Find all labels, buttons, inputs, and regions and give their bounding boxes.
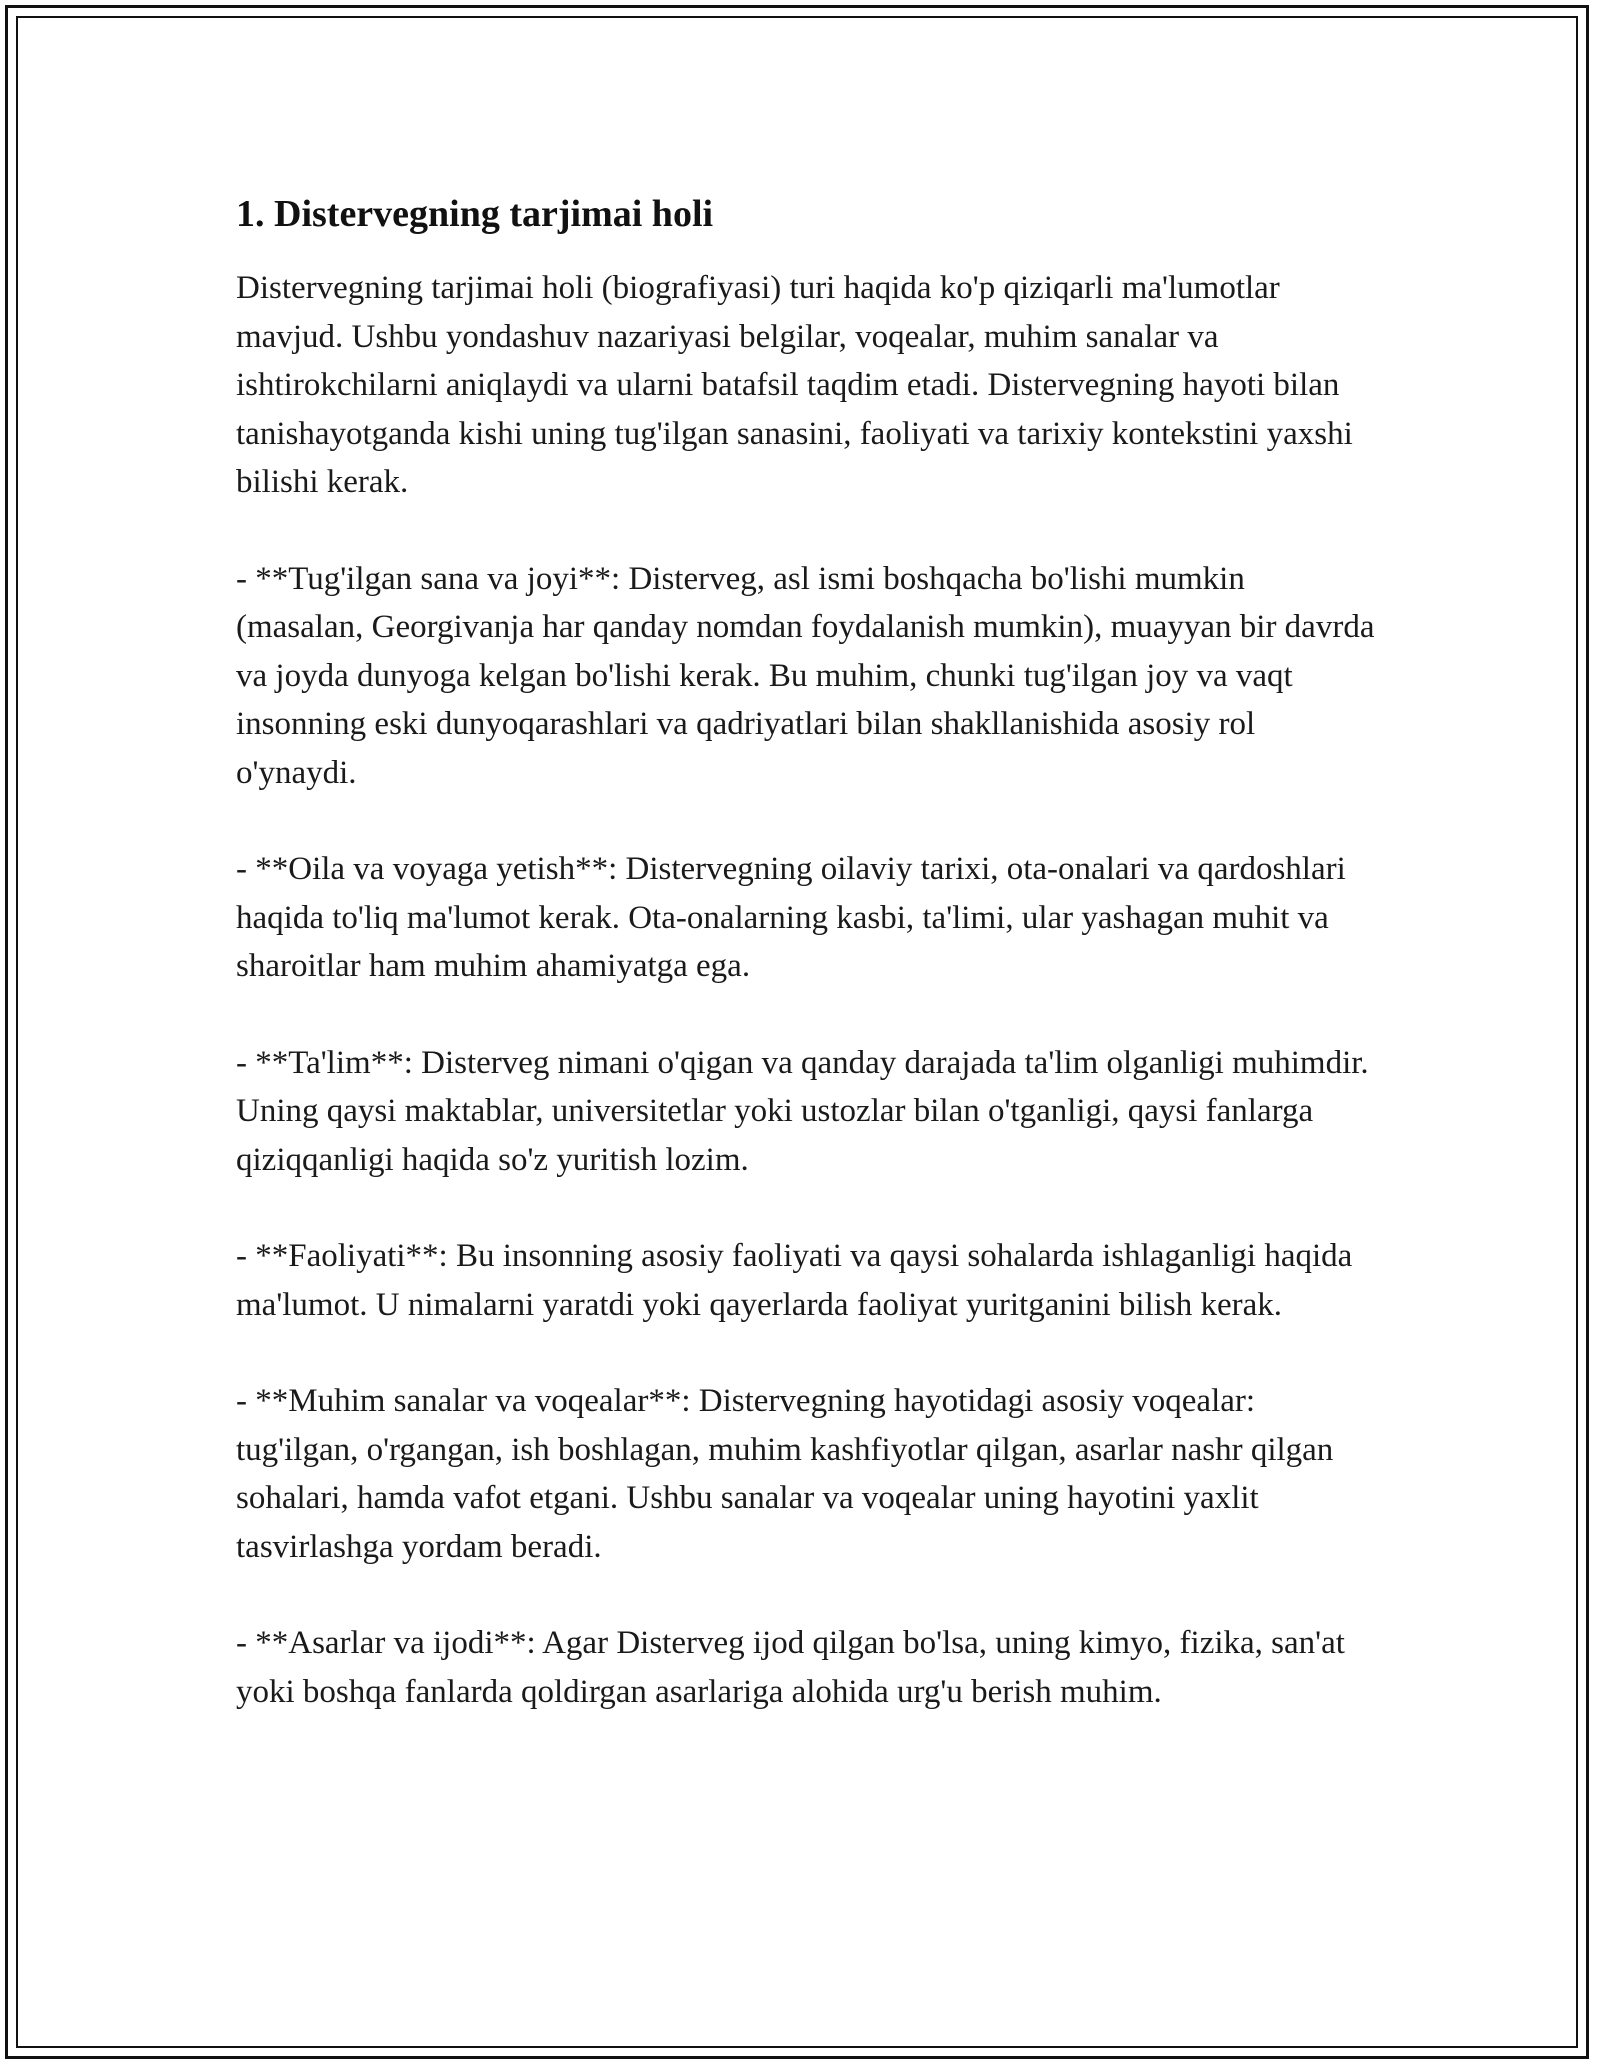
paragraph-intro: Distervegning tarjimai holi (biografiyasi) turi haqida ko'p qiziqarli ma'lumotlar mavjud. Ushbu yondashuv nazariyasi belgilar, voqealar, muhim sanalar va ishtirokchilarni aniqlaydi va ularni batafsil taqdim etadi. Distervegning hayoti bilan tanishayotganda kishi uning tug'ilgan sanasini, faoliyati va tarixiy kontekstini yaxshi bilishi kerak.: [236, 270, 1353, 500]
paragraph-dates-events: - **Muhim sanalar va voqealar**: Distervegning hayotidagi asosiy voqealar: tug'ilgan, o'rgangan, ish boshlagan, muhim kashfiyotlar qilgan, asarlar nashr qilgan sohalari, hamda vafot etgani. Ushbu sanalar va voqealar uning hayotini yaxlit tasvirlashga yordam beradi.: [236, 1383, 1334, 1565]
paragraph-works: - **Asarlar va ijodi**: Agar Disterveg ijod qilgan bo'lsa, uning kimyo, fizika, san'at yoki boshqa fanlarda qoldirgan asarlariga alohida urg'u berish muhim.: [236, 1625, 1345, 1710]
section-title: 1. Distervegning tarjimai holi: [236, 193, 714, 235]
paragraph-activity: - **Faoliyati**: Bu insonning asosiy faoliyati va qaysi sohalarda ishlaganligi haqida ma'lumot. U nimalarni yaratdi yoki qayerlarda faoliyat yuritganini bilish kerak.: [236, 1238, 1353, 1323]
document-body: [236, 186, 1376, 1764]
paragraph-birth: - **Tug'ilgan sana va joyi**: Disterveg, asl ismi boshqacha bo'lishi mumkin (masalan, Georgivanja har qanday nomdan foydalanish mumkin), muayyan bir davrda va joyda dunyoga kelgan bo'lishi kerak. Bu muhim, chunki tug'ilgan joy va vaqt insonning eski dunyoqarashlari va qadriyatlari bilan shakllanishida asosiy rol o'ynaydi.: [236, 560, 1375, 791]
paragraph-education: - **Ta'lim**: Disterveg nimani o'qigan va qanday darajada ta'lim olganligi muhimdir. Uning qaysi maktablar, universitetlar yoki ustozlar bilan o'tganligi, qaysi fanlarga qiziqqanligi haqida so'z yuritish lozim.: [236, 1044, 1369, 1178]
paragraph-family: - **Oila va voyaga yetish**: Distervegning oilaviy tarixi, ota-onalari va qardoshlari haqida to'liq ma'lumot kerak. Ota-onalarning kasbi, ta'limi, ular yashagan muhit va sharoitlar ham muhim ahamiyatga ega.: [236, 851, 1346, 984]
